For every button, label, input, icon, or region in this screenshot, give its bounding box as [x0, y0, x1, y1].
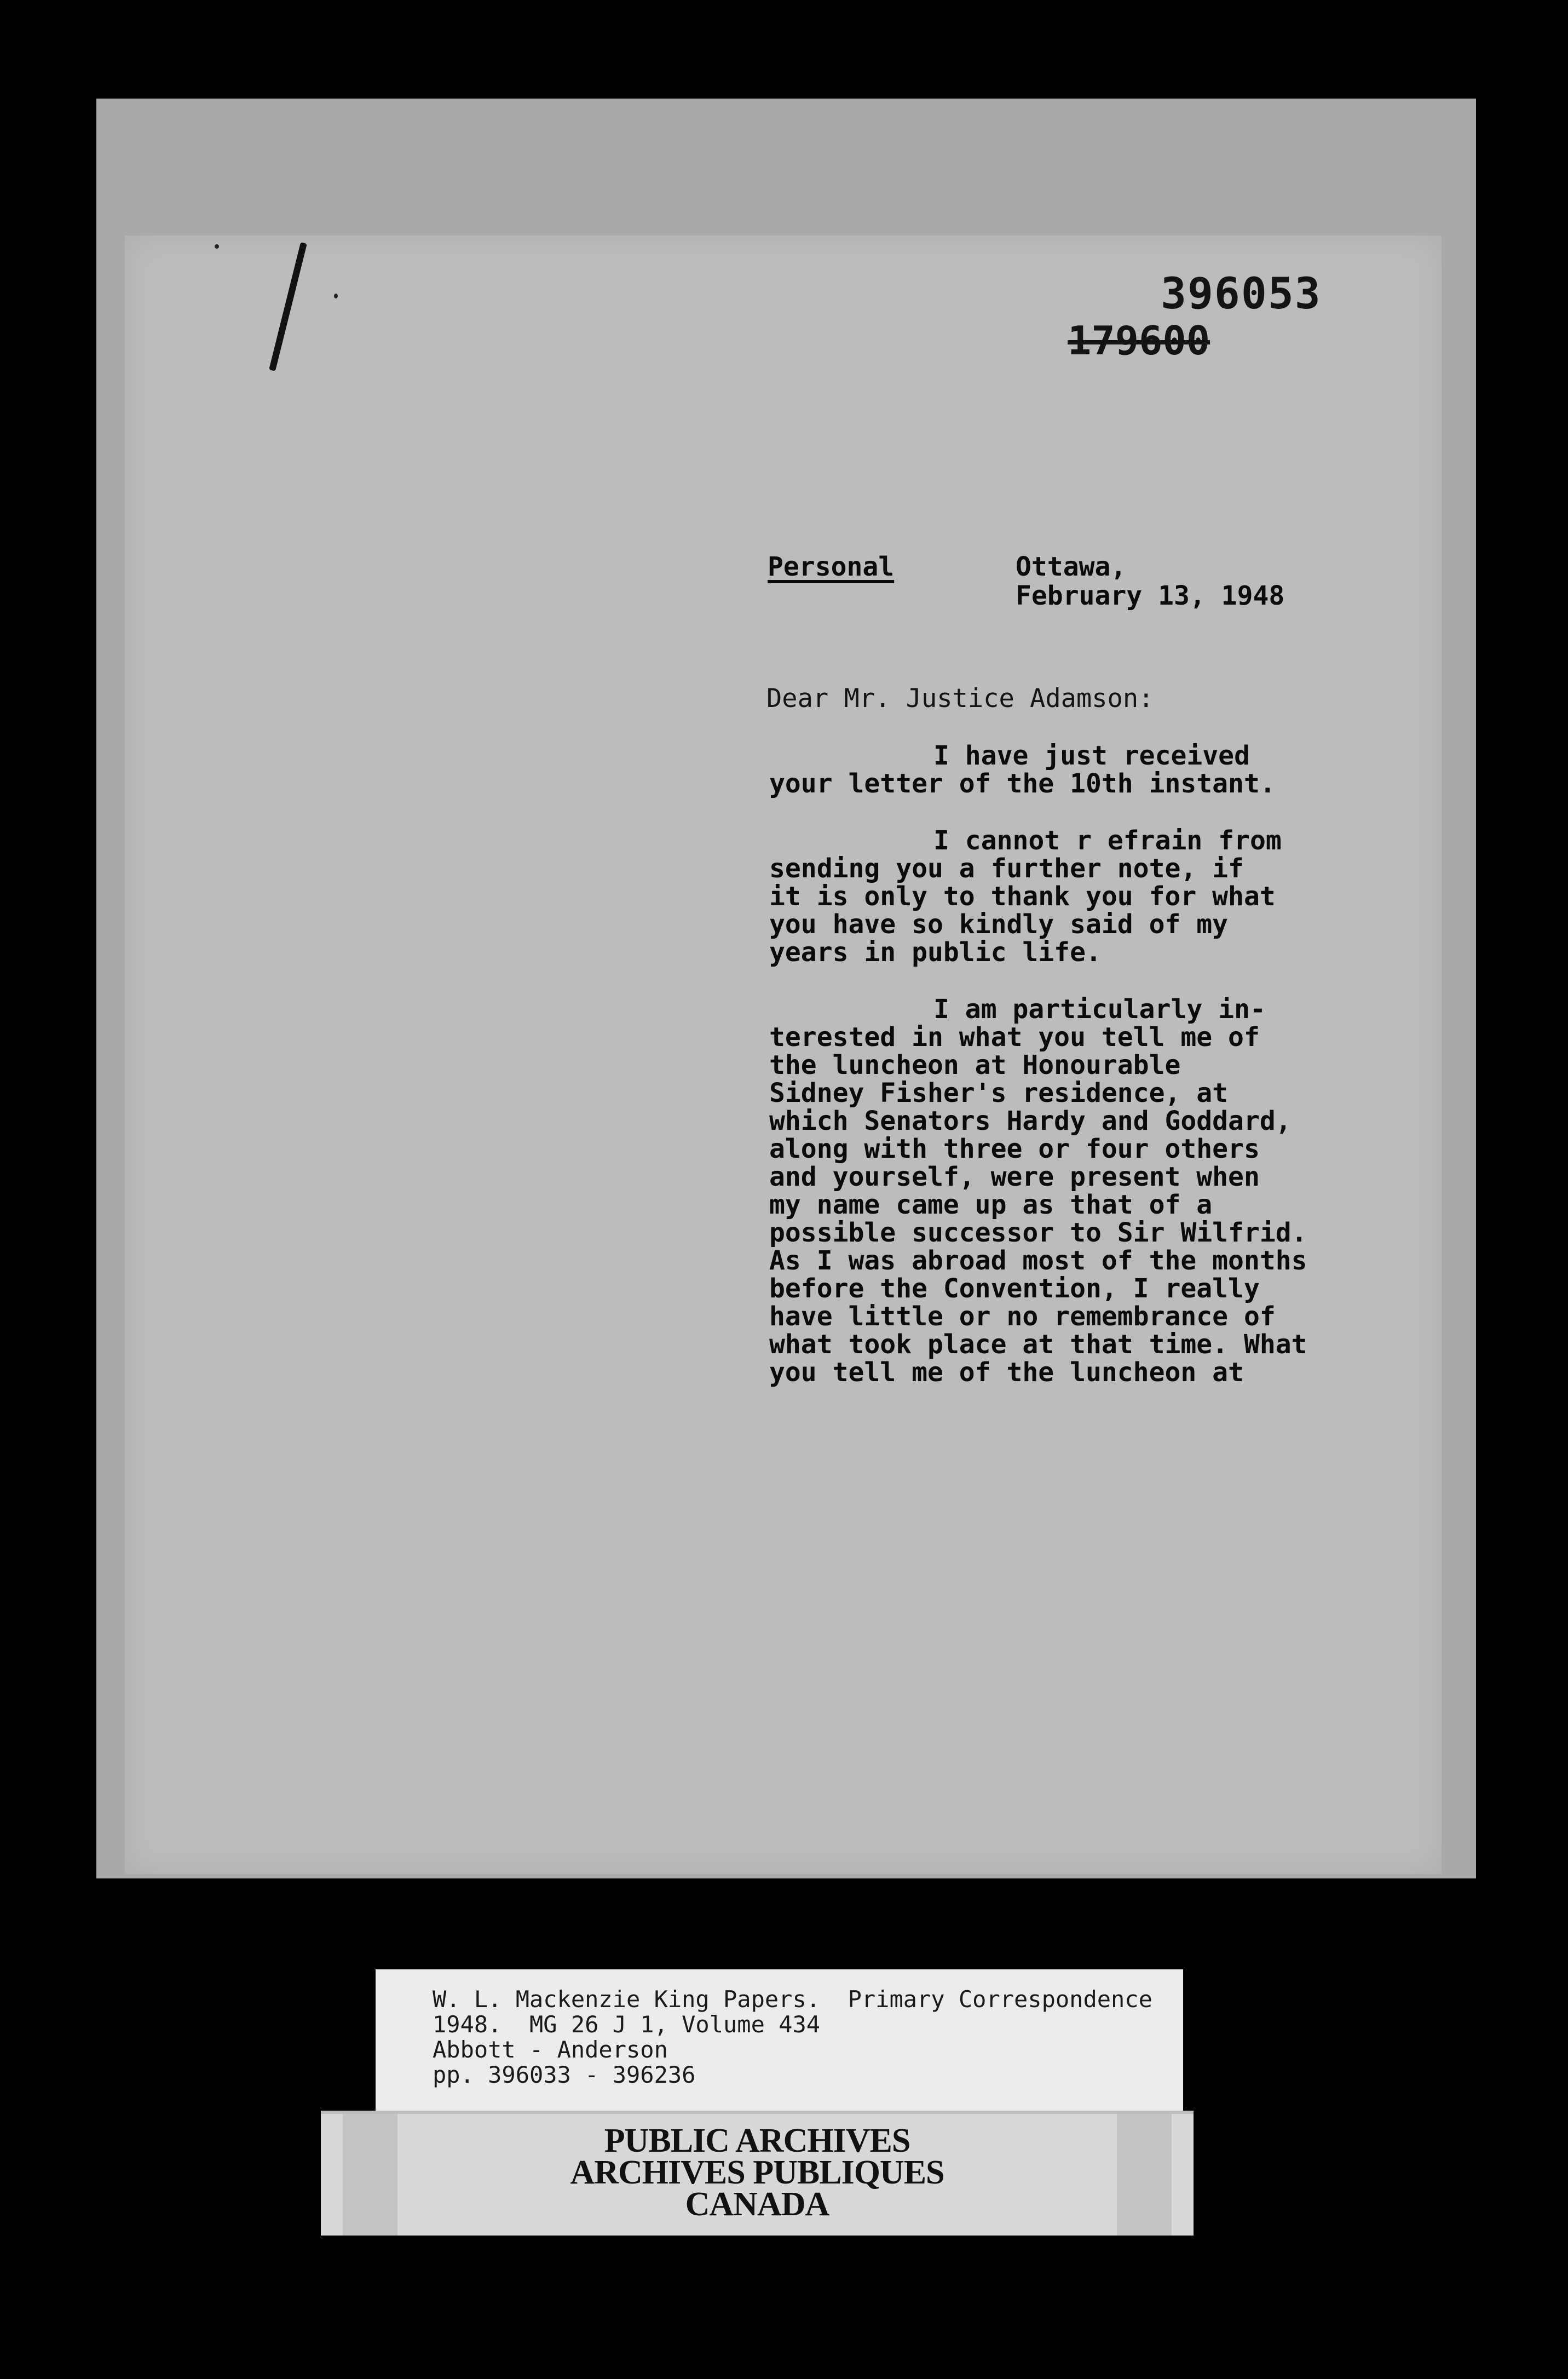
label-line: pp. 396033 - 396236 — [433, 2061, 696, 2088]
personal-marking: Personal — [768, 551, 895, 582]
stamp-line: ARCHIVES PUBLIQUES — [570, 2154, 944, 2191]
letter-place: Ottawa, — [1016, 551, 1127, 582]
body-line: along with three or four others — [769, 1134, 1260, 1164]
stamp-line: CANADA — [685, 2186, 829, 2223]
public-archives-stamp — [321, 2111, 1194, 2236]
body-line: I am particularly in- — [933, 994, 1266, 1025]
label-line: Abbott - Anderson — [433, 2036, 668, 2063]
body-line: Sidney Fisher's residence, at — [769, 1078, 1229, 1108]
body-line: As I was abroad most of the months — [769, 1245, 1307, 1276]
body-line: it is only to thank you for what — [769, 881, 1276, 912]
body-line: have little or no remembrance of — [769, 1301, 1276, 1332]
body-line: what took place at that time. What — [769, 1329, 1307, 1360]
body-line: possible successor to Sir Wilfrid. — [769, 1217, 1307, 1248]
archive-number: 396053 — [1161, 269, 1322, 319]
body-line: your letter of the 10th instant. — [769, 768, 1276, 799]
stamp-line: PUBLIC ARCHIVES — [604, 2122, 910, 2159]
label-line: W. L. Mackenzie King Papers. Primary Correspondence — [433, 1986, 1152, 2013]
body-line: my name came up as that of a — [769, 1190, 1213, 1220]
body-line: you tell me of the luncheon at — [769, 1357, 1244, 1388]
body-line: years in public life. — [769, 937, 1102, 968]
body-line: I have just received — [933, 740, 1250, 771]
ink-speck — [215, 244, 219, 249]
label-line: 1948. MG 26 J 1, Volume 434 — [433, 2011, 821, 2038]
body-line: you have so kindly said of my — [769, 909, 1229, 940]
body-line: before the Convention, I really — [769, 1273, 1260, 1304]
old-archive-number: 179600 — [1068, 318, 1210, 364]
ink-speck — [334, 294, 338, 298]
body-line: the luncheon at Honourable — [769, 1050, 1181, 1081]
salutation: Dear Mr. Justice Adamson: — [766, 683, 1154, 714]
letter-date: February 13, 1948 — [1016, 581, 1285, 611]
archive-label — [376, 1969, 1183, 2117]
body-line: which Senators Hardy and Goddard, — [769, 1106, 1292, 1136]
body-line: and yourself, were present when — [769, 1162, 1260, 1192]
body-line: I cannot r efrain from — [933, 825, 1282, 856]
body-line: terested in what you tell me of — [769, 1022, 1260, 1053]
body-line: sending you a further note, if — [769, 853, 1244, 884]
